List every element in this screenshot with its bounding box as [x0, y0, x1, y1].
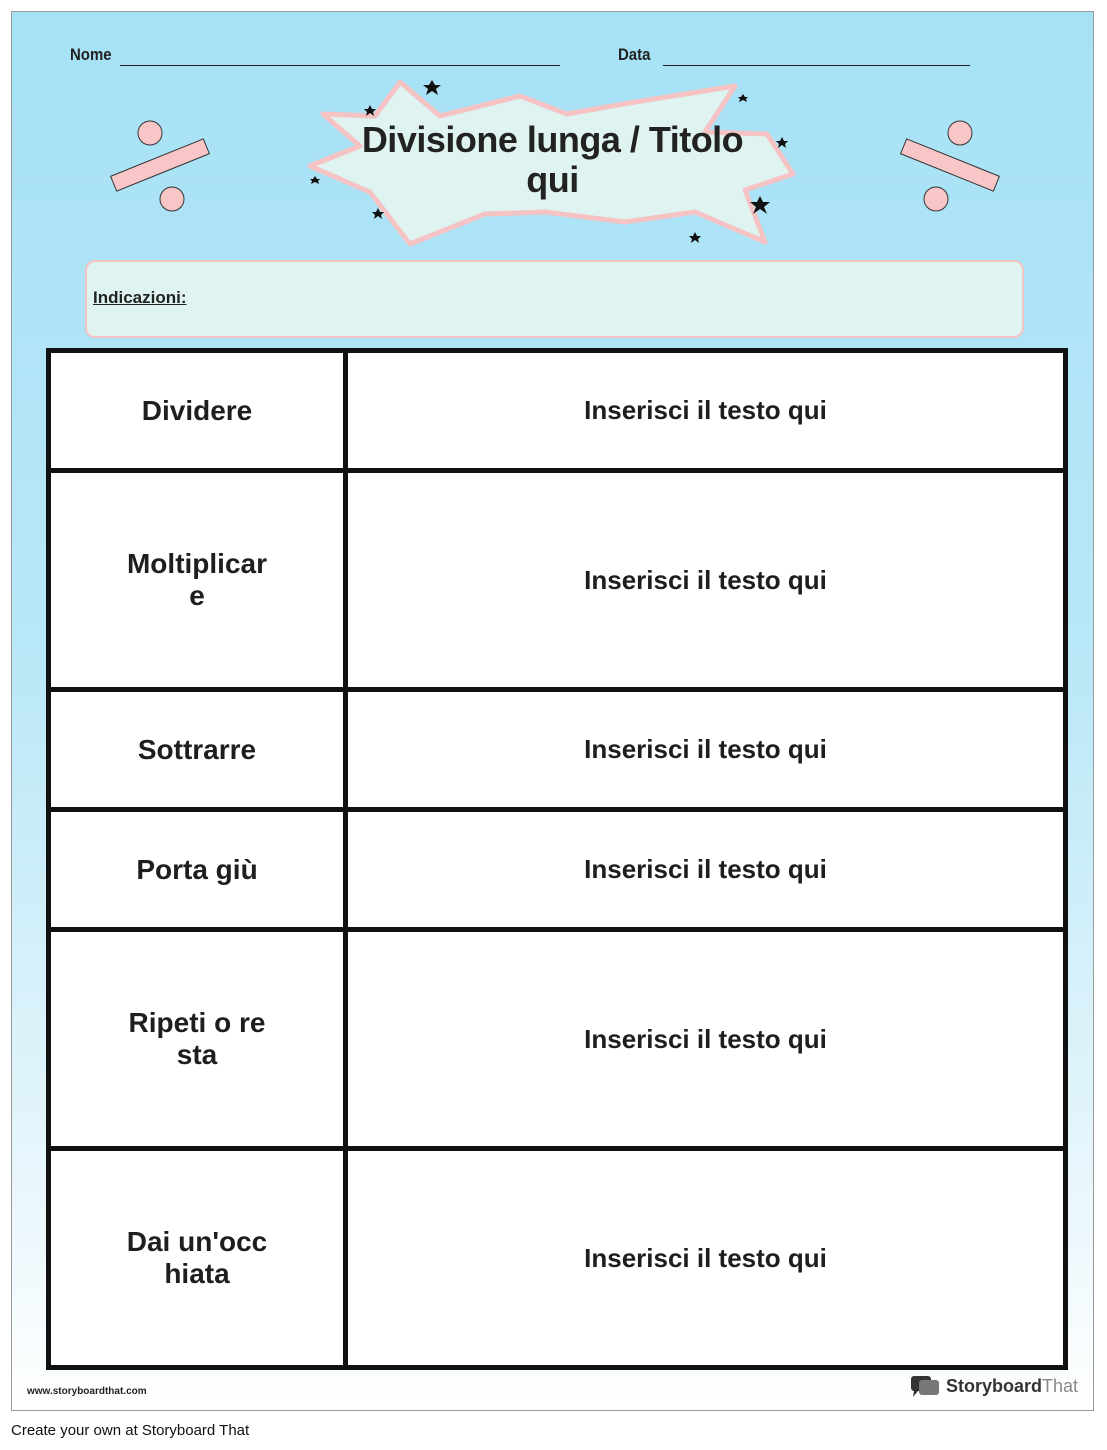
step-cell[interactable]: [49, 1149, 346, 1368]
name-label: Nome: [70, 45, 112, 64]
text-cell[interactable]: Inserisci il testo qui: [346, 930, 1066, 1149]
table-row: [49, 471, 1066, 690]
division-sign-icon: [105, 115, 215, 215]
storyboardthat-logo-icon: [910, 1374, 942, 1398]
brand-light: That: [1042, 1375, 1079, 1396]
step-label: Ripeti o resta: [128, 1007, 266, 1071]
step-label: Sottrarre: [137, 733, 257, 765]
date-line[interactable]: [663, 65, 970, 66]
text-cell[interactable]: Inserisci il testo qui: [346, 689, 1066, 809]
name-line[interactable]: [120, 65, 560, 66]
brand-logo[interactable]: [910, 1374, 1078, 1398]
step-label: Porta giù: [136, 853, 258, 885]
footer-url[interactable]: www.storyboardthat.com: [27, 1386, 147, 1397]
directions-box[interactable]: [85, 260, 1024, 338]
steps-table: [46, 348, 1068, 1370]
step-cell[interactable]: [49, 351, 346, 471]
table-row: [49, 351, 1066, 471]
table-row: [49, 930, 1066, 1149]
step-label: Dai un'occhiata: [126, 1226, 268, 1290]
page-title[interactable]: Divisione lunga / Titolo qui: [361, 119, 744, 200]
date-label: Data: [618, 45, 651, 64]
step-cell[interactable]: [49, 471, 346, 690]
brand-name: [946, 1376, 1078, 1397]
brand-bold: Storyboard: [946, 1375, 1043, 1396]
table-row: [49, 810, 1066, 930]
table-row: [49, 689, 1066, 809]
text-cell[interactable]: Inserisci il testo qui: [346, 471, 1066, 690]
step-cell[interactable]: [49, 689, 346, 809]
step-label: Moltiplicare: [126, 548, 267, 612]
text-cell[interactable]: Inserisci il testo qui: [346, 351, 1066, 471]
text-cell[interactable]: Inserisci il testo qui: [346, 810, 1066, 930]
step-cell[interactable]: [49, 930, 346, 1149]
division-sign-icon: [895, 115, 1005, 215]
step-cell[interactable]: [49, 810, 346, 930]
step-label: Dividere: [141, 394, 253, 426]
credit-link[interactable]: Create your own at Storyboard That: [11, 1422, 250, 1439]
text-cell[interactable]: Inserisci il testo qui: [346, 1149, 1066, 1368]
table-row: [49, 1149, 1066, 1368]
directions-label: Indicazioni:: [93, 288, 187, 307]
